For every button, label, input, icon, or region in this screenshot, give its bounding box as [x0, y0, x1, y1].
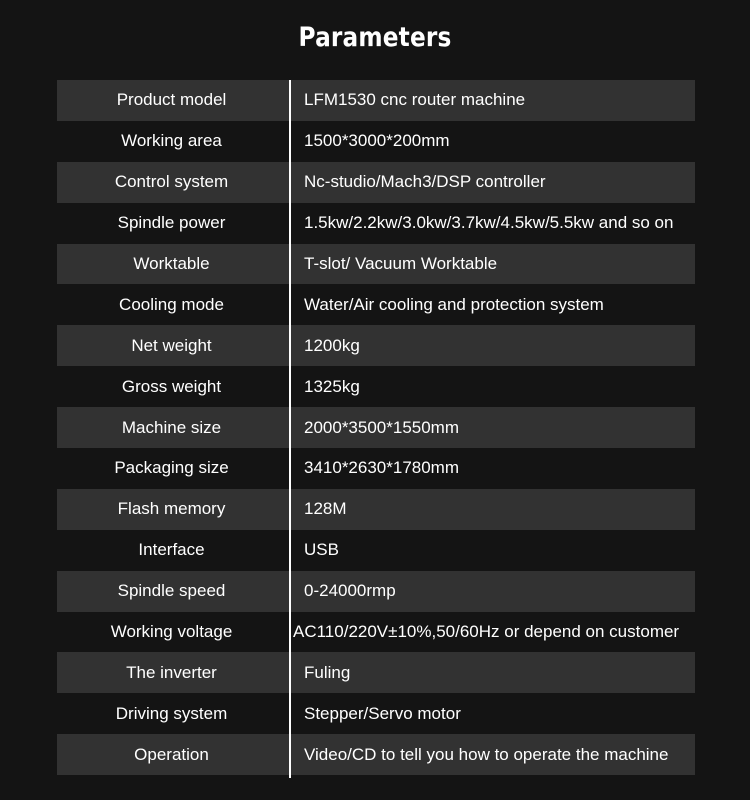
row-value: 3410*2630*1780mm: [304, 458, 460, 478]
row-label: Spindle speed: [117, 581, 226, 601]
row-label: Product model: [116, 90, 227, 110]
row-value: Nc-studio/Mach3/DSP controller: [304, 172, 546, 192]
table-row: [57, 244, 695, 285]
table-row: [57, 284, 695, 325]
row-label: Working voltage: [110, 622, 233, 642]
table-row: [57, 325, 695, 366]
row-value: T-slot/ Vacuum Worktable: [304, 254, 498, 273]
row-label: Interface: [138, 540, 205, 560]
row-label: Working area: [121, 131, 222, 151]
row-label: Cooling mode: [119, 294, 224, 314]
table-row: [57, 612, 695, 653]
row-value: 1325kg: [304, 376, 360, 396]
table-row: [57, 693, 695, 734]
row-value: USB: [304, 540, 339, 560]
table-row: [57, 366, 695, 407]
row-label: Control system: [114, 172, 229, 192]
row-label: Operation: [134, 744, 209, 764]
row-label: Driving system: [115, 703, 228, 723]
row-value: Water/Air cooling and protection system: [304, 294, 604, 314]
table-row: [57, 162, 695, 203]
row-value: 2000*3500*1550mm: [304, 417, 460, 437]
row-label: Worktable: [133, 254, 210, 273]
row-value: 128M: [304, 499, 347, 519]
table-row: [57, 80, 695, 121]
row-value: LFM1530 cnc router machine: [304, 90, 526, 110]
table-row: [57, 407, 695, 448]
row-value: AC110/220V±10%,50/60Hz or depend on customer: [293, 622, 680, 642]
row-value: Fuling: [304, 662, 351, 682]
row-label: Packaging size: [114, 458, 229, 478]
row-value: 1.5kw/2.2kw/3.0kw/3.7kw/4.5kw/5.5kw and so on: [304, 213, 674, 233]
row-label: Gross weight: [121, 376, 222, 396]
table-row: [57, 734, 695, 775]
parameters-table: [57, 80, 695, 775]
row-value: Video/CD to tell you how to operate the machine: [304, 744, 669, 764]
table-row: [57, 121, 695, 162]
row-value: Stepper/Servo motor: [304, 703, 461, 723]
table-row: [57, 652, 695, 693]
page-title: Parameters: [298, 22, 452, 53]
table-row: [57, 448, 695, 489]
row-value: 1500*3000*200mm: [304, 131, 450, 151]
table-row: [57, 571, 695, 612]
row-label: Net weight: [131, 335, 212, 355]
row-value: 0-24000rmp: [304, 581, 396, 601]
table-row: [57, 489, 695, 530]
row-label: Flash memory: [117, 499, 226, 519]
row-label: The inverter: [126, 662, 217, 682]
table-row: [57, 203, 695, 244]
row-value: 1200kg: [304, 335, 360, 355]
row-label: Spindle power: [117, 213, 226, 233]
table-row: [57, 530, 695, 571]
row-label: Machine size: [121, 417, 222, 437]
column-divider: [289, 80, 291, 778]
